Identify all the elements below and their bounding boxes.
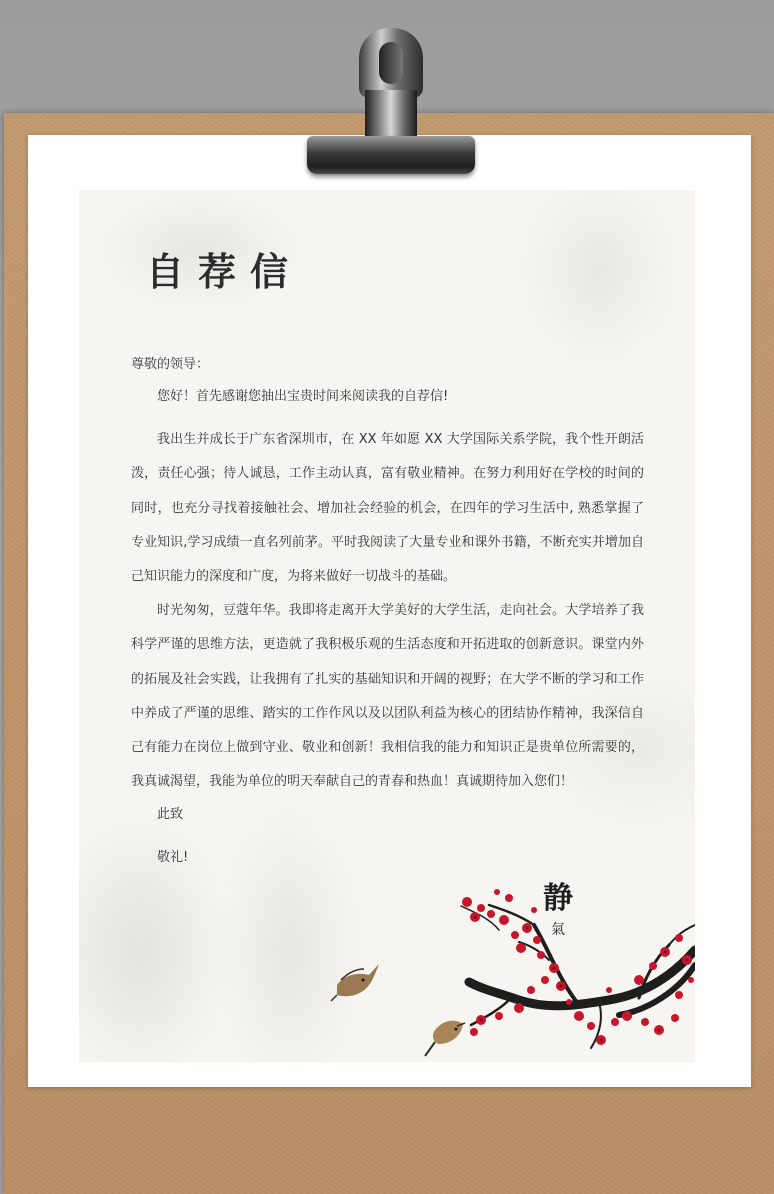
letter-salutation: 尊敬的领导： (131, 357, 210, 372)
letter-closing-cizhi: 此致 (157, 807, 184, 822)
letter-paragraph-background: 我出生并成长于广东省深圳市，在 XX 年如愿 XX 大学国际关系学院，我个性开朗活泼，责任心强；待人诚恳，工作主动认真，富有敬业精神。在努力利用好在学校的时间的同时，也充分寻找着接触社会、增加社会经验的机会，在四年的学习生活中, 熟悉掌握了专业知识,学习成绩一直名列前茅。平时我阅读了大量专业和课外书籍，不断充实并增加自己知识能力的深度和广度，为将来做好一切战斗的基础。 (131, 432, 644, 585)
clip-hole (379, 42, 403, 84)
letter-paragraph-greeting: 您好！首先感谢您抽出宝贵时间来阅读我的自荐信! (157, 389, 449, 404)
calligraphy-seal (540, 882, 576, 940)
calligraphy-large: 静 (543, 881, 573, 916)
binder-clip-icon (305, 28, 477, 178)
clip-base (307, 136, 475, 174)
letter-closing-jingli: 敬礼! (157, 850, 189, 865)
calligraphy-small: 氣 (551, 922, 565, 938)
letter-title: 自荐信 (146, 250, 303, 294)
letter-paragraph-university: 时光匆匆，豆蔻年华。我即将走离开大学美好的大学生活，走向社会。大学培养了我科学严谨的思维方法，更造就了我积极乐观的生活态度和开拓进取的创新意识。课堂内外的拓展及社会实践，让我拥有了扎实的基础知识和开阔的视野；在大学不断的学习和工作中养成了严谨的思维、踏实的工作作风以及以团队利益为核心的团结协作精神，我深信自己有能力在岗位上做到守业、敬业和创新！我相信我的能力和知识正是贵单位所需要的，我真诚渴望，我能为单位的明天奉献自己的青春和热血！真诚期待加入您们！ (131, 603, 644, 790)
